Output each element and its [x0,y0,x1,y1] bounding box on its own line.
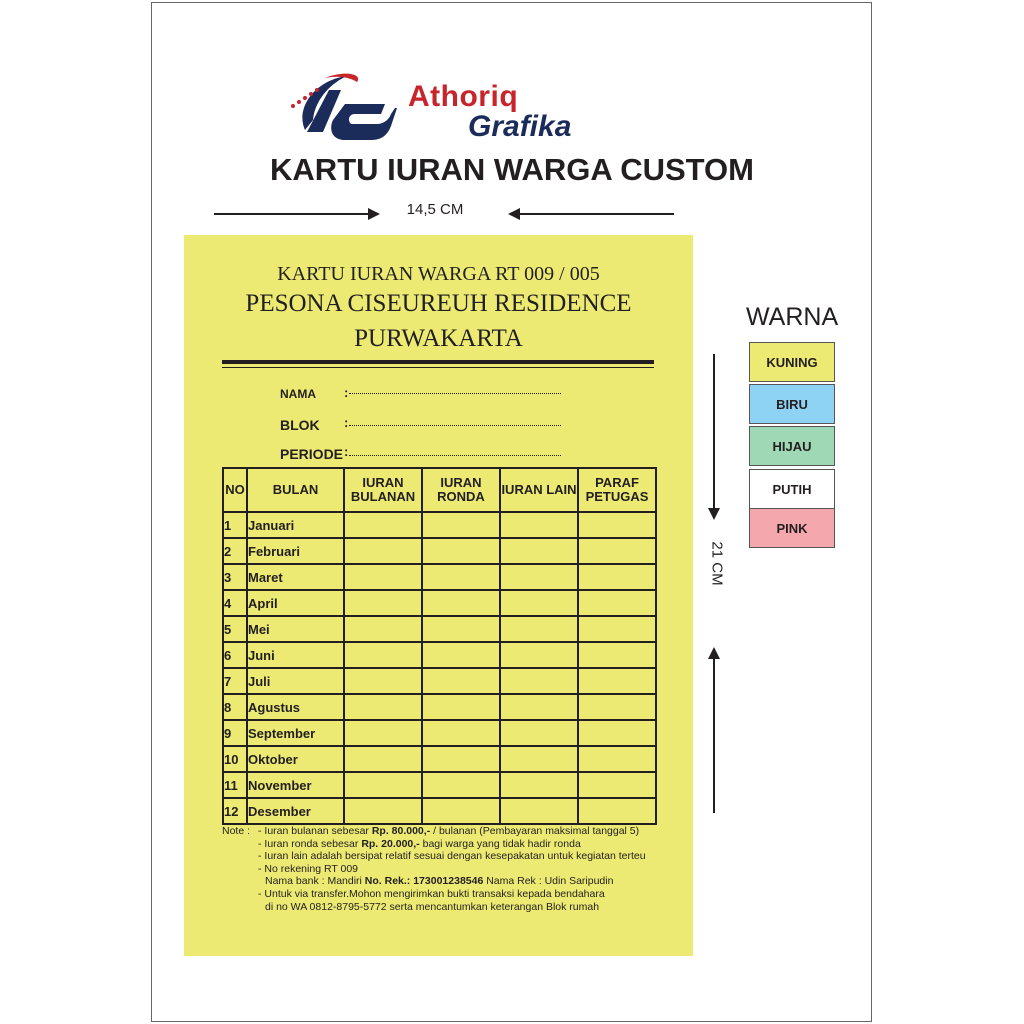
table-row [223,564,656,590]
cell-iuran-lain[interactable] [500,512,578,538]
cell-iuran-bulanan[interactable] [344,512,422,538]
cell-iuran-lain[interactable] [500,642,578,668]
brand-name-line1: Athoriq [408,80,519,113]
row-month: Juni [247,642,344,668]
row-number: 5 [223,616,247,642]
table-row [223,668,656,694]
note-line: - Iuran lain adalah bersipat relatif sesuai dengan kesepakatan untuk kegiatan terteu [258,850,646,863]
cell-iuran-bulanan[interactable] [344,798,422,824]
card-title-city: PURWAKARTA [354,325,523,352]
cell-iuran-lain[interactable] [500,772,578,798]
title-divider-thin [222,367,654,368]
table-row [223,694,656,720]
table-row [223,642,656,668]
header-bulan: BULAN [247,468,344,512]
cell-iuran-lain[interactable] [500,590,578,616]
cell-iuran-lain[interactable] [500,668,578,694]
cell-iuran-bulanan[interactable] [344,642,422,668]
cell-iuran-ronda[interactable] [422,798,500,824]
row-number: 12 [223,798,247,824]
row-month: Juli [247,668,344,694]
cell-paraf-petugas[interactable] [578,564,656,590]
note-line: - Untuk via transfer.Mohon mengirimkan bukti transaksi kepada bendahara [258,887,605,900]
cell-iuran-ronda[interactable] [422,590,500,616]
color-swatch-biru[interactable]: BIRU [749,384,835,424]
row-number: 10 [223,746,247,772]
field-line-nama[interactable] [349,393,561,394]
cell-iuran-ronda[interactable] [422,642,500,668]
header-no: NO [223,468,247,512]
cell-paraf-petugas[interactable] [578,668,656,694]
cell-paraf-petugas[interactable] [578,590,656,616]
title-divider-thick [222,360,654,364]
height-dimension-label: 21 CM [708,541,726,586]
row-number: 6 [223,642,247,668]
table-row [223,616,656,642]
note-amount: Rp. 20.000,- [361,837,420,850]
cell-iuran-lain[interactable] [500,746,578,772]
row-month: April [247,590,344,616]
field-separator: : [344,444,349,459]
field-label-blok: BLOK [280,417,320,433]
cell-iuran-bulanan[interactable] [344,538,422,564]
table-row [223,590,656,616]
cell-iuran-lain[interactable] [500,798,578,824]
cell-iuran-ronda[interactable] [422,564,500,590]
row-number: 2 [223,538,247,564]
arrow-left-icon [506,202,676,222]
note-account-number: No. Rek.: 173001238546 [364,875,484,888]
color-swatch-putih[interactable]: PUTIH [749,469,835,509]
row-month: Agustus [247,694,344,720]
row-month: Mei [247,616,344,642]
cell-iuran-ronda[interactable] [422,772,500,798]
card-title-rt: KARTU IURAN WARGA RT 009 / 005 [277,263,600,285]
row-month: September [247,720,344,746]
payment-table [222,467,657,825]
color-options-title: WARNA [746,303,839,331]
cell-iuran-ronda[interactable] [422,720,500,746]
cell-paraf-petugas[interactable] [578,538,656,564]
row-number: 8 [223,694,247,720]
row-number: 3 [223,564,247,590]
field-label-periode: PERIODE [280,446,344,462]
main-title: KARTU IURAN WARGA CUSTOM [270,152,754,187]
table-row [223,720,656,746]
row-number: 11 [223,772,247,798]
cell-iuran-ronda[interactable] [422,512,500,538]
cell-paraf-petugas[interactable] [578,798,656,824]
note-line: / bulanan (Pembayaran maksimal tanggal 5) [430,825,640,837]
cell-iuran-ronda[interactable] [422,694,500,720]
cell-iuran-bulanan[interactable] [344,746,422,772]
row-number: 4 [223,590,247,616]
cell-iuran-lain[interactable] [500,564,578,590]
row-month: Januari [247,512,344,538]
row-number: 9 [223,720,247,746]
table-row [223,798,656,824]
row-number: 7 [223,668,247,694]
note-line: di no WA 0812-8795-5772 serta mencantumkan keterangan Blok rumah [265,900,600,913]
row-month: Februari [247,538,344,564]
cell-paraf-petugas[interactable] [578,616,656,642]
cell-iuran-lain[interactable] [500,538,578,564]
row-month: Oktober [247,746,344,772]
cell-paraf-petugas[interactable] [578,642,656,668]
cell-paraf-petugas[interactable] [578,512,656,538]
cell-iuran-lain[interactable] [500,694,578,720]
cell-iuran-bulanan[interactable] [344,720,422,746]
card-title-residence: PESONA CISEUREUH RESIDENCE [245,290,632,317]
field-separator: : [344,385,349,400]
note-account-name: Nama Rek : Udin Saripudin [483,875,614,888]
arrow-right-icon [212,202,382,222]
color-swatch-pink[interactable]: PINK [749,508,835,548]
notes-lead: Note : [222,825,251,837]
cell-iuran-bulanan[interactable] [344,590,422,616]
cell-iuran-ronda[interactable] [422,668,500,694]
table-header-row [223,468,656,512]
dues-card [184,235,693,956]
note-line: - Iuran ronda sebesar [258,837,362,850]
cell-iuran-ronda[interactable] [422,746,500,772]
color-swatch-hijau[interactable]: HIJAU [749,426,835,466]
header-paraf-petugas: PARAF PETUGAS [578,468,656,512]
field-line-periode[interactable] [349,455,561,456]
table-row [223,772,656,798]
note-amount: Rp. 80.000,- [371,825,431,837]
field-label-nama: NAMA [280,387,316,401]
cell-iuran-lain[interactable] [500,616,578,642]
row-number: 1 [223,512,247,538]
cell-paraf-petugas[interactable] [578,720,656,746]
header-iuran-ronda: IURAN RONDA [422,468,500,512]
cell-iuran-bulanan[interactable] [344,564,422,590]
cell-iuran-bulanan[interactable] [344,616,422,642]
table-row [223,746,656,772]
row-month: Desember [247,798,344,824]
row-month: November [247,772,344,798]
arrow-up-icon [704,645,724,815]
field-separator: : [344,415,349,430]
field-line-blok[interactable] [349,425,561,426]
cell-iuran-bulanan[interactable] [344,668,422,694]
note-line: bagi warga yang tidak hadir ronda [419,837,581,850]
cell-iuran-bulanan[interactable] [344,694,422,720]
color-swatch-kuning[interactable]: KUNING [749,342,835,382]
cell-iuran-ronda[interactable] [422,538,500,564]
cell-iuran-lain[interactable] [500,720,578,746]
cell-paraf-petugas[interactable] [578,746,656,772]
row-month: Maret [247,564,344,590]
cell-iuran-bulanan[interactable] [344,772,422,798]
brand-name-line2: Grafika [468,110,572,143]
cell-paraf-petugas[interactable] [578,772,656,798]
note-line: - Iuran bulanan sebesar [258,825,372,837]
cell-paraf-petugas[interactable] [578,694,656,720]
arrow-down-icon [704,352,724,524]
table-row [223,512,656,538]
header-iuran-lain: IURAN LAIN [500,468,578,512]
note-line: - No rekening RT 009 [258,862,359,875]
table-row [223,538,656,564]
width-dimension-label: 14,5 CM [406,201,464,218]
cell-iuran-ronda[interactable] [422,616,500,642]
header-iuran-bulanan: IURAN BULANAN [344,468,422,512]
note-bank: Nama bank : Mandiri [265,875,365,888]
notes-block [222,825,646,913]
